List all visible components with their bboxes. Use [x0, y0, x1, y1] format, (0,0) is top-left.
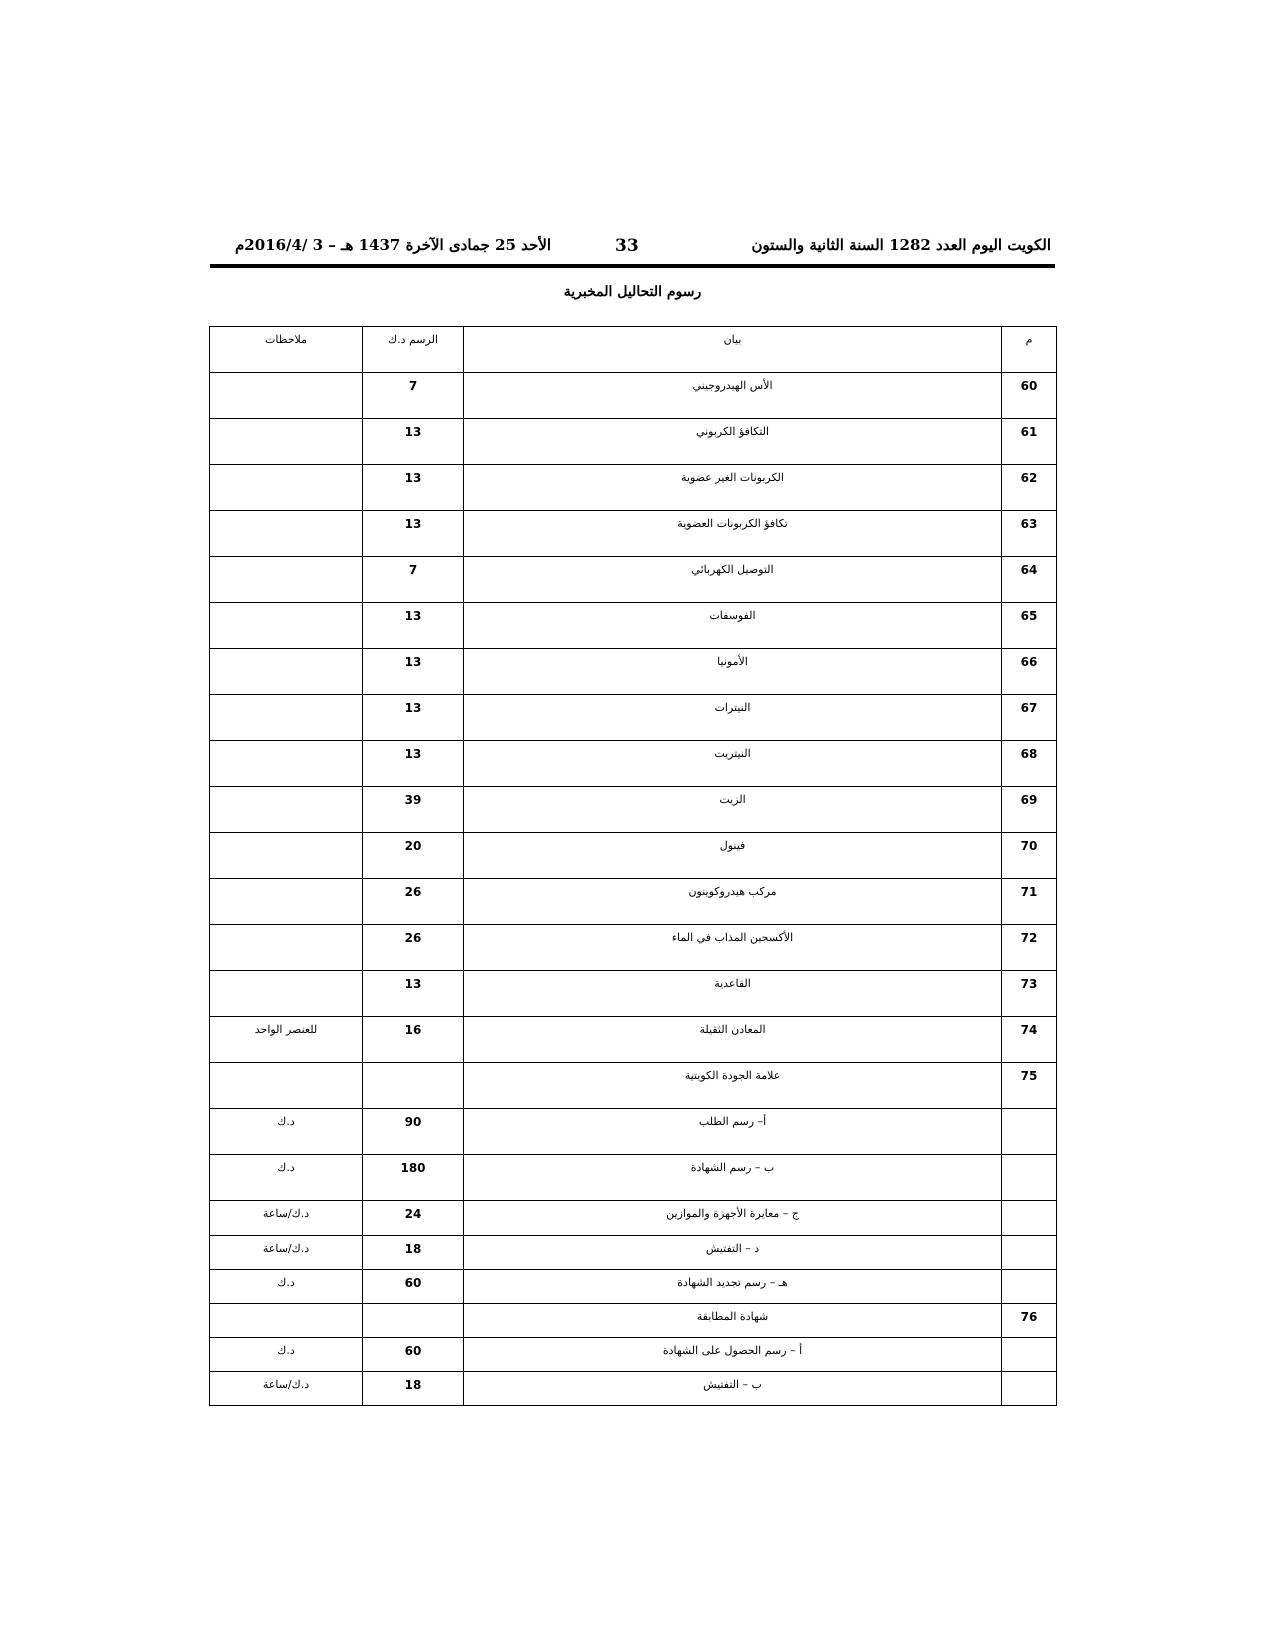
publication-date: الأحد 25 جمادى الآخرة 1437 هـ – 3 /2016/4م — [235, 236, 552, 254]
description-cell: ب – التفتيش — [464, 1372, 1002, 1406]
description-cell: شهادة المطابقة — [464, 1304, 1002, 1338]
notes-cell — [210, 1063, 363, 1109]
description-cell: علامة الجودة الكويتية — [464, 1063, 1002, 1109]
description-cell: النيترات — [464, 695, 1002, 741]
description-cell: هـ – رسم تجديد الشهادة — [464, 1270, 1002, 1304]
index-cell — [1002, 1236, 1057, 1270]
table-header-row — [210, 327, 1057, 373]
notes-cell: د.ك/ساعة — [210, 1201, 363, 1236]
index-cell — [1002, 1201, 1057, 1236]
column-header-fee: الرسم د.ك — [363, 327, 464, 373]
table-row — [210, 1017, 1057, 1063]
description-cell: التوصيل الكهربائي — [464, 557, 1002, 603]
table-row — [210, 741, 1057, 787]
fee-cell: 7 — [363, 373, 464, 419]
description-cell: الأس الهيدروجيني — [464, 373, 1002, 419]
fee-cell: 13 — [363, 741, 464, 787]
fee-cell: 13 — [363, 603, 464, 649]
table-row — [210, 1304, 1057, 1338]
description-cell: الكربونات الغير عضوية — [464, 465, 1002, 511]
table-row — [210, 649, 1057, 695]
description-cell: مركب هيدروكوينون — [464, 879, 1002, 925]
publication-info: الكويت اليوم العدد 1282 السنة الثانية والستون — [751, 236, 1051, 254]
table-row — [210, 557, 1057, 603]
fee-cell: 18 — [363, 1372, 464, 1406]
fee-cell: 13 — [363, 465, 464, 511]
index-cell: 70 — [1002, 833, 1057, 879]
fee-cell: 13 — [363, 971, 464, 1017]
notes-cell — [210, 419, 363, 465]
column-header-notes: ملاحظات — [210, 327, 363, 373]
fee-cell: 7 — [363, 557, 464, 603]
notes-cell: د.ك/ساعة — [210, 1372, 363, 1406]
index-cell: 65 — [1002, 603, 1057, 649]
column-header-index: م — [1002, 327, 1057, 373]
notes-cell — [210, 603, 363, 649]
column-header-description: بيان — [464, 327, 1002, 373]
notes-cell: د.ك — [210, 1338, 363, 1372]
index-cell: 71 — [1002, 879, 1057, 925]
notes-cell — [210, 787, 363, 833]
fees-table — [209, 326, 1057, 1406]
index-cell: 75 — [1002, 1063, 1057, 1109]
index-cell: 67 — [1002, 695, 1057, 741]
description-cell: ب – رسم الشهادة — [464, 1155, 1002, 1201]
fee-cell: 39 — [363, 787, 464, 833]
table-row — [210, 833, 1057, 879]
fee-cell: 180 — [363, 1155, 464, 1201]
notes-cell — [210, 925, 363, 971]
notes-cell — [210, 1304, 363, 1338]
notes-cell — [210, 465, 363, 511]
notes-cell: للعنصر الواحد — [210, 1017, 363, 1063]
fee-cell: 16 — [363, 1017, 464, 1063]
table-row — [210, 1109, 1057, 1155]
notes-cell: د.ك — [210, 1155, 363, 1201]
description-cell: التكافؤ الكربوني — [464, 419, 1002, 465]
index-cell — [1002, 1270, 1057, 1304]
index-cell: 68 — [1002, 741, 1057, 787]
index-cell — [1002, 1338, 1057, 1372]
description-cell: الأكسجين المذاب في الماء — [464, 925, 1002, 971]
index-cell: 69 — [1002, 787, 1057, 833]
table-row — [210, 1201, 1057, 1236]
fee-cell: 60 — [363, 1338, 464, 1372]
table-row — [210, 1270, 1057, 1304]
index-cell: 74 — [1002, 1017, 1057, 1063]
fee-cell: 13 — [363, 649, 464, 695]
index-cell — [1002, 1372, 1057, 1406]
table-row — [210, 419, 1057, 465]
index-cell: 63 — [1002, 511, 1057, 557]
table-row — [210, 1372, 1057, 1406]
fee-cell: 13 — [363, 419, 464, 465]
notes-cell: د.ك — [210, 1270, 363, 1304]
index-cell — [1002, 1109, 1057, 1155]
table-title: رسوم التحاليل المخبرية — [563, 284, 702, 300]
notes-cell — [210, 971, 363, 1017]
table-row — [210, 511, 1057, 557]
notes-cell — [210, 373, 363, 419]
fee-cell: 26 — [363, 879, 464, 925]
notes-cell — [210, 695, 363, 741]
description-cell: تكافؤ الكربونات العضوية — [464, 511, 1002, 557]
table-row — [210, 465, 1057, 511]
fee-cell: 26 — [363, 925, 464, 971]
index-cell: 72 — [1002, 925, 1057, 971]
description-cell: القاعدية — [464, 971, 1002, 1017]
fee-cell — [363, 1304, 464, 1338]
notes-cell — [210, 557, 363, 603]
table-row — [210, 925, 1057, 971]
notes-cell — [210, 511, 363, 557]
table-row — [210, 971, 1057, 1017]
table-row — [210, 879, 1057, 925]
fee-cell: 60 — [363, 1270, 464, 1304]
fee-cell: 20 — [363, 833, 464, 879]
description-cell: المعادن الثقيلة — [464, 1017, 1002, 1063]
fee-cell: 24 — [363, 1201, 464, 1236]
table-row — [210, 1063, 1057, 1109]
index-cell: 61 — [1002, 419, 1057, 465]
notes-cell: د.ك — [210, 1109, 363, 1155]
notes-cell — [210, 833, 363, 879]
table-row — [210, 695, 1057, 741]
fee-cell: 90 — [363, 1109, 464, 1155]
description-cell: أ– رسم الطلب — [464, 1109, 1002, 1155]
description-cell: أ – رسم الحصول على الشهادة — [464, 1338, 1002, 1372]
notes-cell: د.ك/ساعة — [210, 1236, 363, 1270]
index-cell: 60 — [1002, 373, 1057, 419]
notes-cell — [210, 741, 363, 787]
index-cell: 64 — [1002, 557, 1057, 603]
page-header — [210, 234, 1055, 268]
description-cell: فينول — [464, 833, 1002, 879]
fee-cell — [363, 1063, 464, 1109]
index-cell: 73 — [1002, 971, 1057, 1017]
page-number: 33 — [615, 236, 639, 256]
index-cell — [1002, 1155, 1057, 1201]
table-row — [210, 1155, 1057, 1201]
notes-cell — [210, 649, 363, 695]
description-cell: الأمونيا — [464, 649, 1002, 695]
table-row — [210, 1236, 1057, 1270]
fee-cell: 13 — [363, 695, 464, 741]
index-cell: 66 — [1002, 649, 1057, 695]
table-row — [210, 373, 1057, 419]
table-row — [210, 1338, 1057, 1372]
description-cell: النيتريت — [464, 741, 1002, 787]
description-cell: الفوسفات — [464, 603, 1002, 649]
description-cell: د – التفتيش — [464, 1236, 1002, 1270]
fee-cell: 18 — [363, 1236, 464, 1270]
index-cell: 76 — [1002, 1304, 1057, 1338]
table-row — [210, 603, 1057, 649]
index-cell: 62 — [1002, 465, 1057, 511]
notes-cell — [210, 879, 363, 925]
fee-cell: 13 — [363, 511, 464, 557]
description-cell: ج – معايرة الأجهزة والموازين — [464, 1201, 1002, 1236]
description-cell: الزيت — [464, 787, 1002, 833]
table-row — [210, 787, 1057, 833]
